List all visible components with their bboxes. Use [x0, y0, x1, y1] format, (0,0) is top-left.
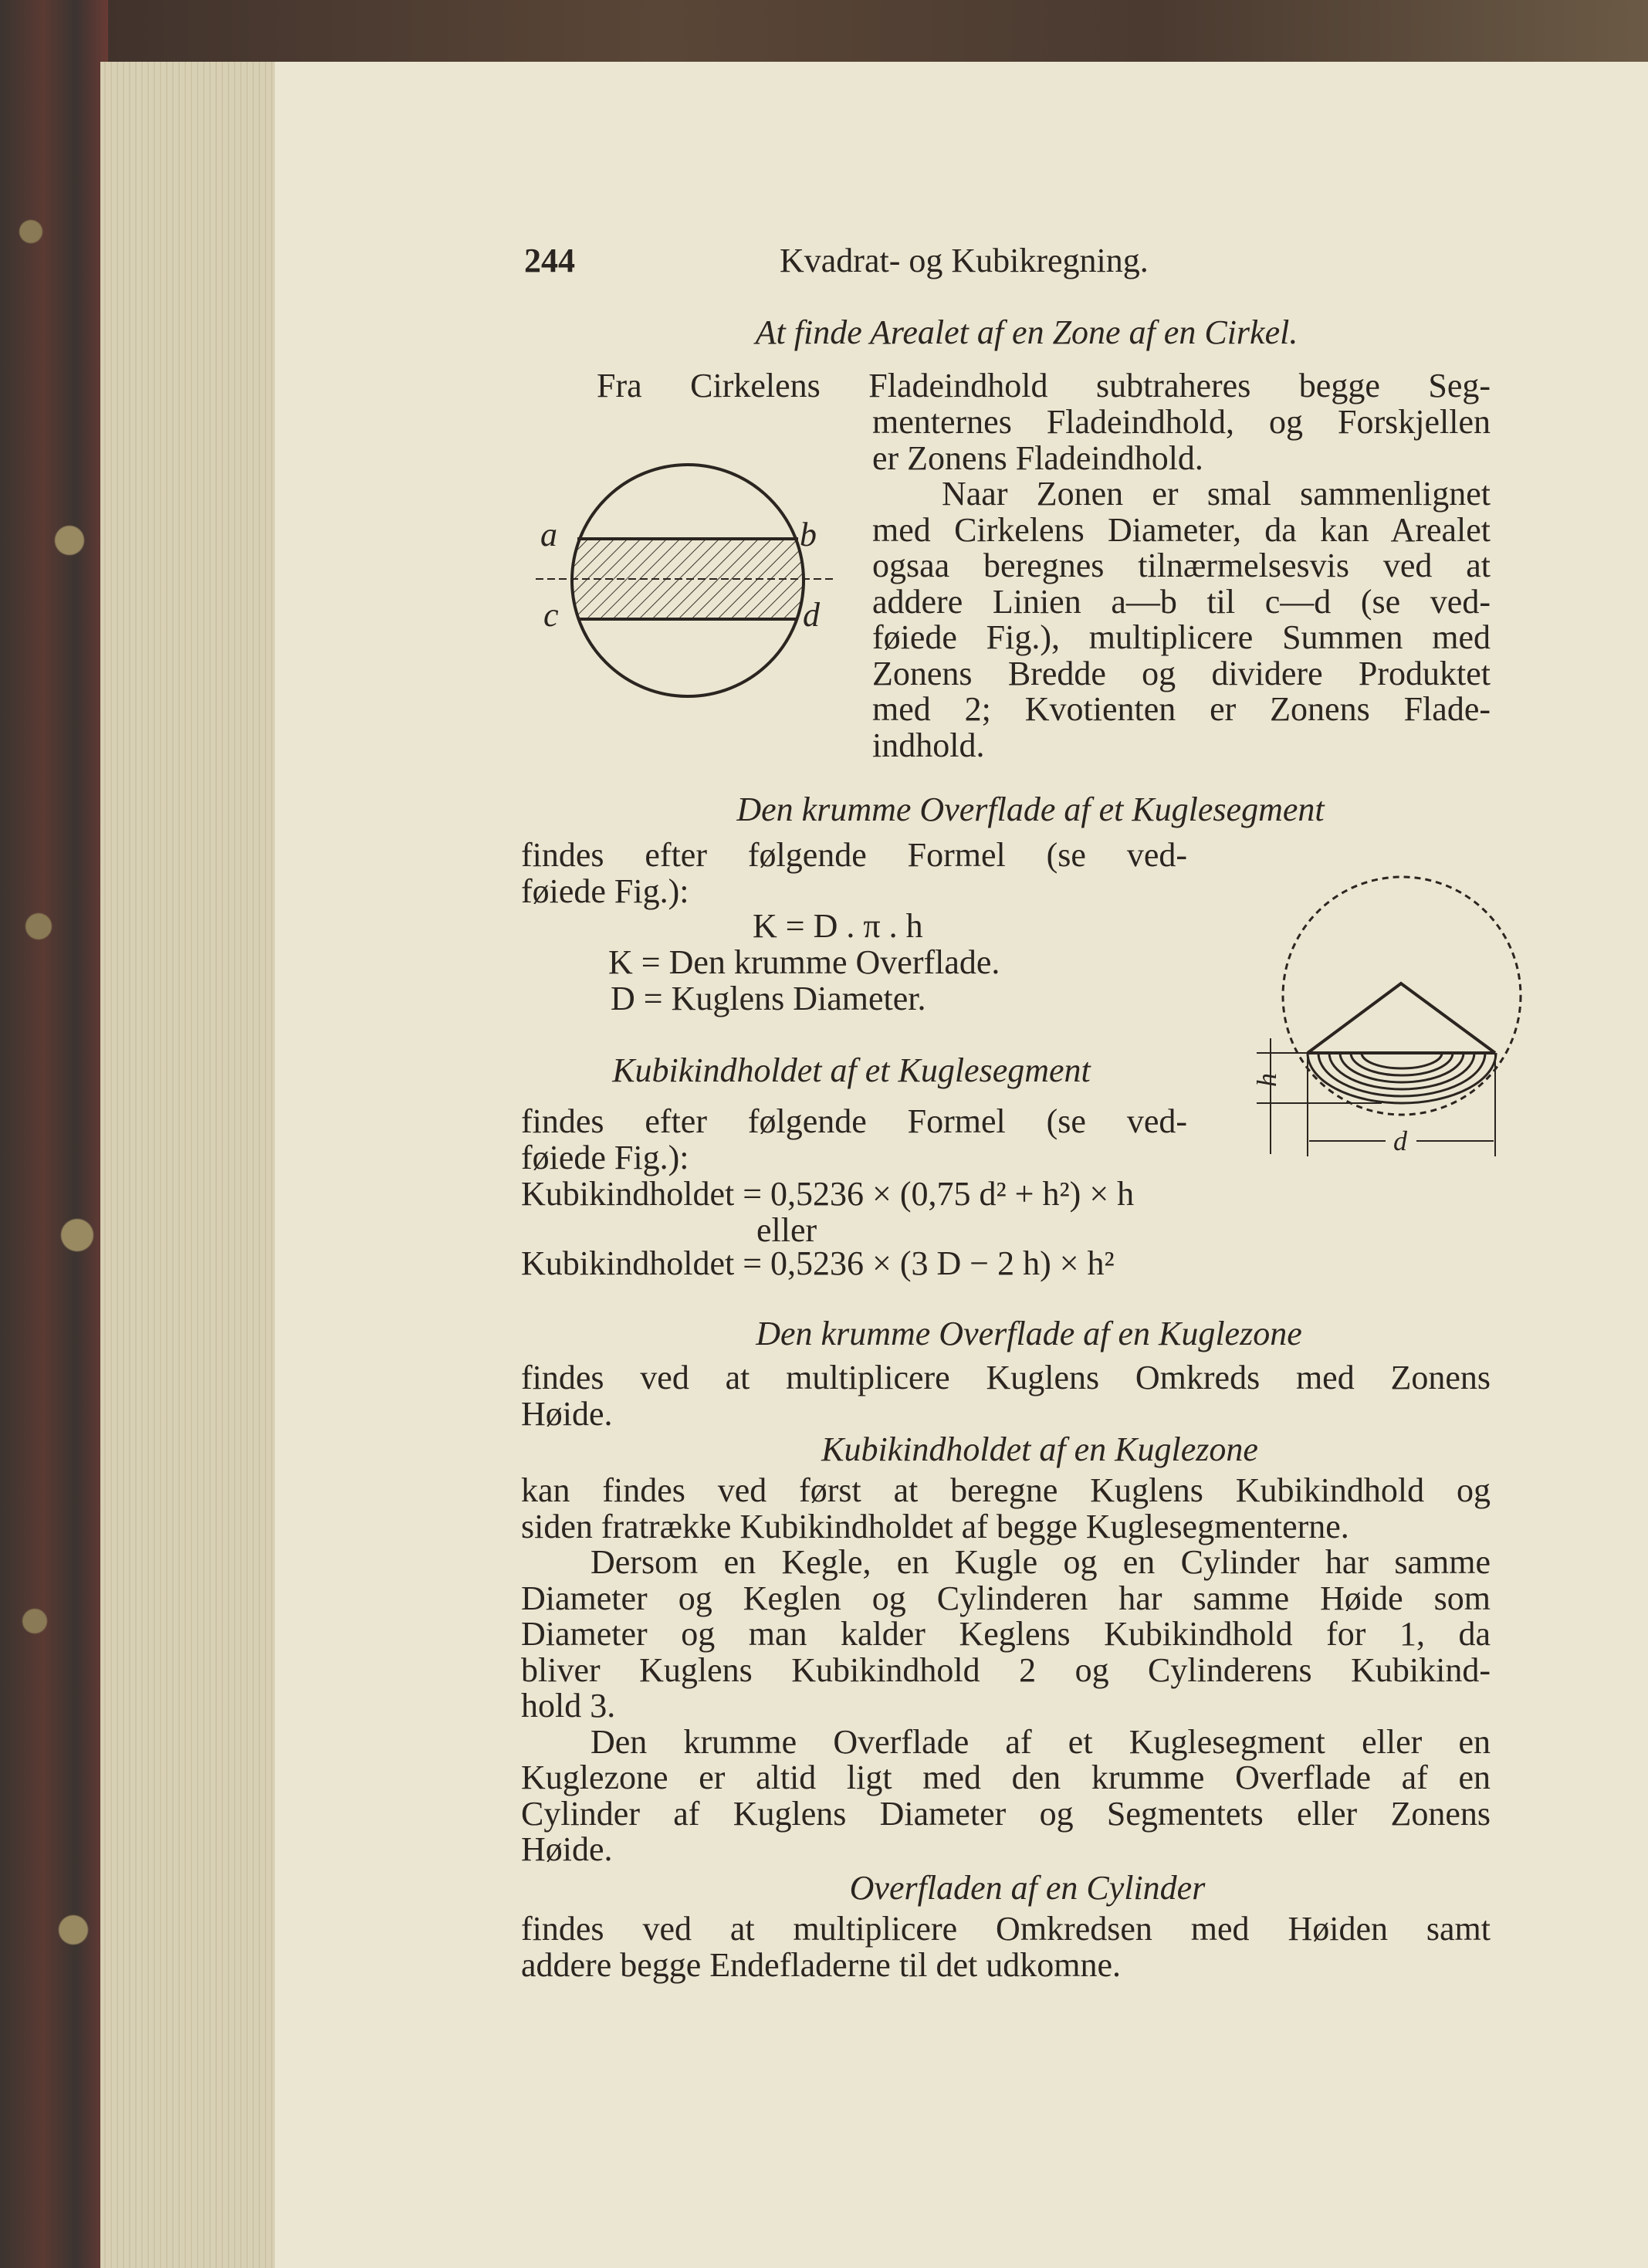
definition-k: K = Den krumme Overflade.: [608, 943, 1000, 981]
text-line: kan findes ved først at beregne Kuglens Kubikindhold og: [521, 1471, 1491, 1509]
text-line: ogsaa beregnes tilnærmelsesvis ved at: [872, 547, 1491, 584]
text-line: er Zonens Fladeindhold.: [872, 438, 1203, 477]
text-line: Høide.: [521, 1830, 613, 1868]
text-line: addere Linien a—b til c—d (se ved-: [872, 582, 1491, 621]
formula-volume-2: Kubikindholdet = 0,5236 × (3 D − 2 h) × h²: [521, 1244, 1115, 1282]
heading-segment-volume: Kubikindholdet af et Kuglesegment: [612, 1051, 1091, 1089]
text-line: findes efter følgende Formel (se ved-: [521, 1102, 1187, 1140]
page-number: 244: [524, 242, 575, 279]
text-line: findes ved at multiplicere Kuglens Omkreds med Zonens: [521, 1359, 1491, 1396]
formula-surface: K = D . π . h: [753, 907, 923, 945]
definition-d: D = Kuglens Diameter.: [611, 980, 926, 1017]
text-line: føiede Fig.):: [521, 1139, 689, 1176]
text-line: findes ved at multiplicere Omkredsen med Høiden samt: [521, 1910, 1491, 1948]
text-line: føiede Fig.), multiplicere Summen med: [872, 618, 1491, 656]
text-line: Den krumme Overflade af et Kuglesegment eller en: [591, 1722, 1491, 1761]
text-line: Naar Zonen er smal sammenlignet: [942, 475, 1491, 513]
heading-segment-surface: Den krumme Overflade af et Kuglesegment: [736, 790, 1325, 828]
text-line: Diameter og Keglen og Cylinderen har samme Høide som: [521, 1579, 1491, 1617]
text-line: Kuglezone er altid ligt med den krumme Overflade af en: [521, 1759, 1491, 1796]
heading-zone-surface: Den krumme Overflade af en Kuglezone: [756, 1315, 1302, 1352]
text-line: med 2; Kvotienten er Zonens Flade-: [872, 690, 1491, 728]
label-c: c: [543, 596, 559, 634]
text-line: med Cirkelens Diameter, da kan Arealet: [872, 510, 1491, 549]
text-line: findes efter følgende Formel (se ved-: [521, 836, 1187, 874]
text-line: Fra Cirkelens Fladeindhold subtraheres begge Seg-: [597, 367, 1491, 405]
paragraph-zone-surface: [521, 1360, 1491, 1432]
text-line: addere begge Endefladerne til det udkomne.: [521, 1945, 1122, 1984]
text-line: menternes Fladeindhold, og Forskjellen: [872, 403, 1491, 441]
label-a: a: [540, 516, 557, 553]
text-or: eller: [756, 1211, 817, 1249]
text-line: bliver Kuglens Kubikindhold 2 og Cylinderens Kubikind-: [521, 1650, 1491, 1689]
label-d-width: d: [1393, 1126, 1407, 1156]
heading-zone-volume: Kubikindholdet af en Kuglezone: [821, 1430, 1258, 1468]
text-line: siden fratrække Kubikindholdet af begge Kuglesegmenterne.: [521, 1507, 1349, 1545]
label-b: b: [800, 516, 817, 553]
label-d: d: [803, 596, 820, 634]
heading-zone-circle: At finde Arealet af en Zone af en Cirkel.: [755, 313, 1298, 351]
text-line: hold 3.: [521, 1687, 616, 1725]
text-line: Høide.: [521, 1394, 613, 1433]
paragraph-cylinder-surface: [521, 1911, 1491, 1983]
text-line: indhold.: [872, 726, 985, 764]
formula-volume-1: Kubikindholdet = 0,5236 × (0,75 d² + h²) × h: [521, 1175, 1135, 1213]
text-line: Cylinder af Kuglens Diameter og Segmentets eller Zonens: [521, 1794, 1491, 1833]
label-h: h: [1251, 1073, 1282, 1087]
paragraph-zone-volume: [521, 1473, 1491, 1868]
heading-cylinder-surface: Overfladen af en Cylinder: [849, 1869, 1206, 1907]
text-line: Zonens Bredde og dividere Produktet: [872, 654, 1491, 692]
text-line: Diameter og man kalder Keglens Kubikindhold for 1, da: [521, 1615, 1491, 1653]
running-title: Kvadrat- og Kubikregning.: [780, 242, 1149, 279]
text-line: Dersom en Kegle, en Kugle og en Cylinder har samme: [591, 1543, 1491, 1581]
text-line: føiede Fig.):: [521, 872, 689, 910]
